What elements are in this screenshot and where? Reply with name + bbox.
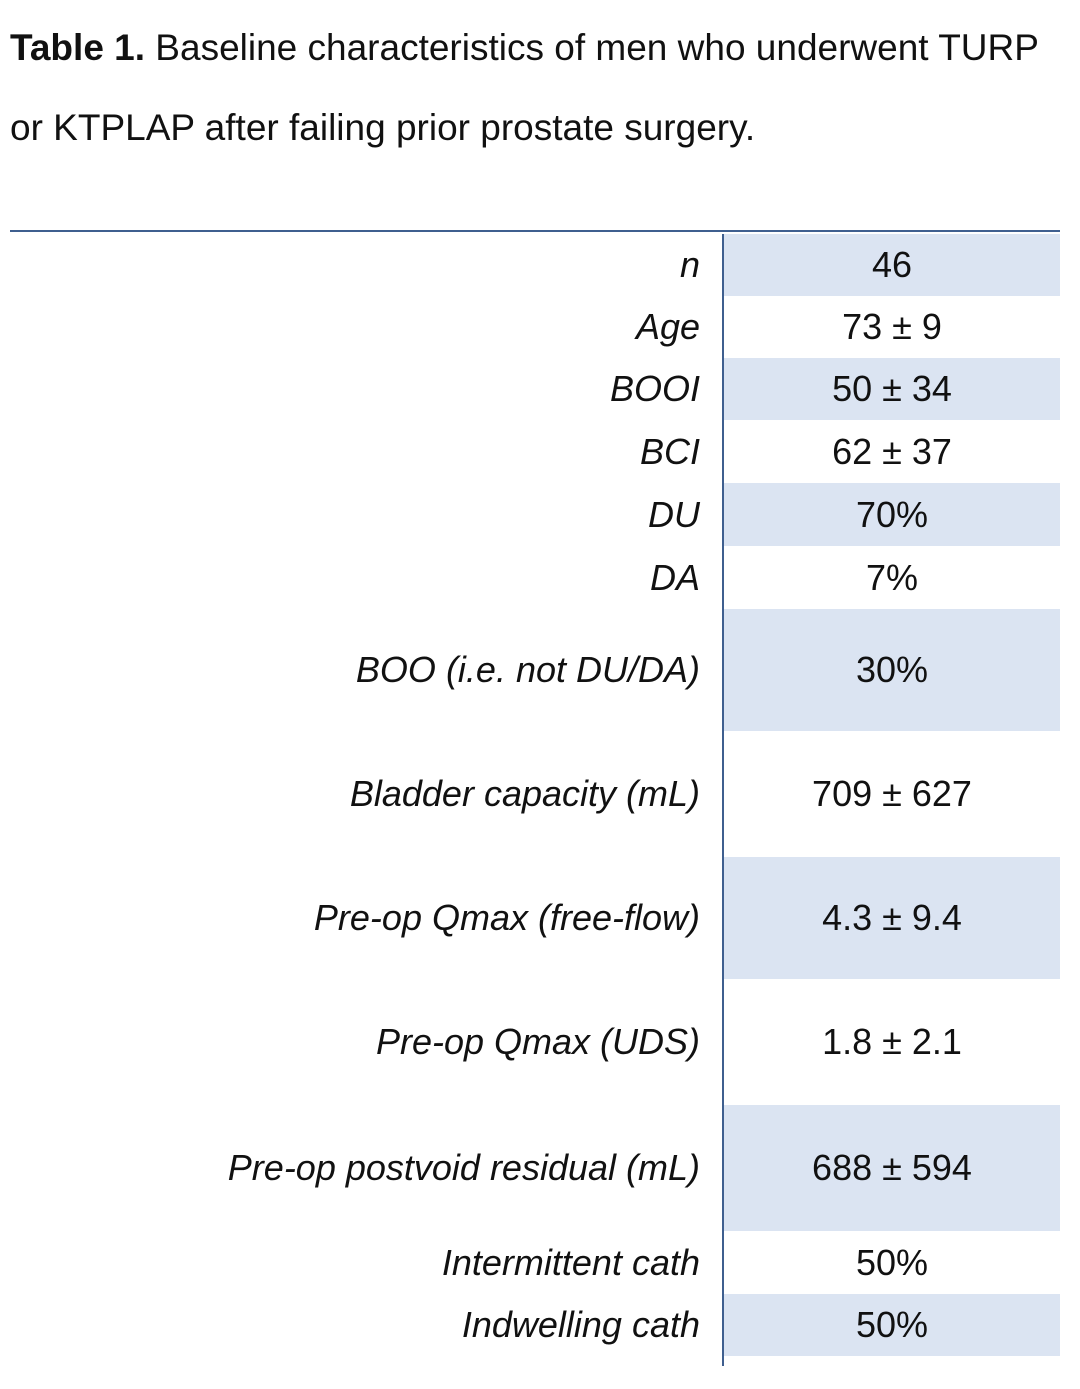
row-label: Indwelling cath [461,1304,700,1345]
row-value: 62 ± 37 [832,430,952,472]
table-row [10,609,1060,731]
row-label: BOO (i.e. not DU/DA) [355,649,700,690]
row-value: 688 ± 594 [724,1105,1060,1231]
column-divider [722,234,724,1366]
row-value: 50 ± 34 [724,358,1060,420]
row-value: 70% [724,483,1060,546]
row-value: 73 ± 9 [842,306,942,347]
row-label: Intermittent cath [441,1241,700,1283]
table-row [10,1231,1060,1294]
row-value: 30% [724,609,1060,731]
row-label: Pre-op Qmax (free-flow) [313,897,700,938]
row-label: DU [648,493,700,535]
table-row [10,1294,1060,1356]
row-value: 709 ± 627 [812,773,972,814]
row-value: 1.8 ± 2.1 [822,1021,962,1062]
table-top-rule [10,230,1060,232]
row-label: BOOI [609,368,700,409]
row-label: Pre-op postvoid residual (mL) [227,1147,700,1188]
row-label: Age [635,306,700,347]
table-row [10,546,1060,609]
row-label: Bladder capacity (mL) [349,773,700,814]
table-caption [10,8,1070,168]
row-value: 46 [724,234,1060,296]
table-caption-text: Baseline characteristics of men who underwent TURP or KTPLAP after failing prior prostate surgery. [10,27,1039,148]
table-row [10,1105,1060,1231]
baseline-table [10,230,1060,1356]
table-row [10,296,1060,358]
table-row [10,979,1060,1105]
row-label: DA [649,556,700,598]
table-row [10,420,1060,483]
table-row [10,483,1060,546]
table-row [10,358,1060,420]
row-value: 7% [865,556,919,598]
table-row [10,857,1060,979]
row-label: BCI [639,430,700,472]
row-value: 4.3 ± 9.4 [724,857,1060,979]
row-label: Pre-op Qmax (UDS) [375,1021,700,1062]
table-row [10,234,1060,296]
row-label: n [679,244,700,285]
row-value: 50% [855,1241,929,1283]
row-value: 50% [724,1294,1060,1356]
table-body [10,234,1060,1356]
table-caption-lead: Table 1. [10,27,146,68]
table-row [10,731,1060,857]
